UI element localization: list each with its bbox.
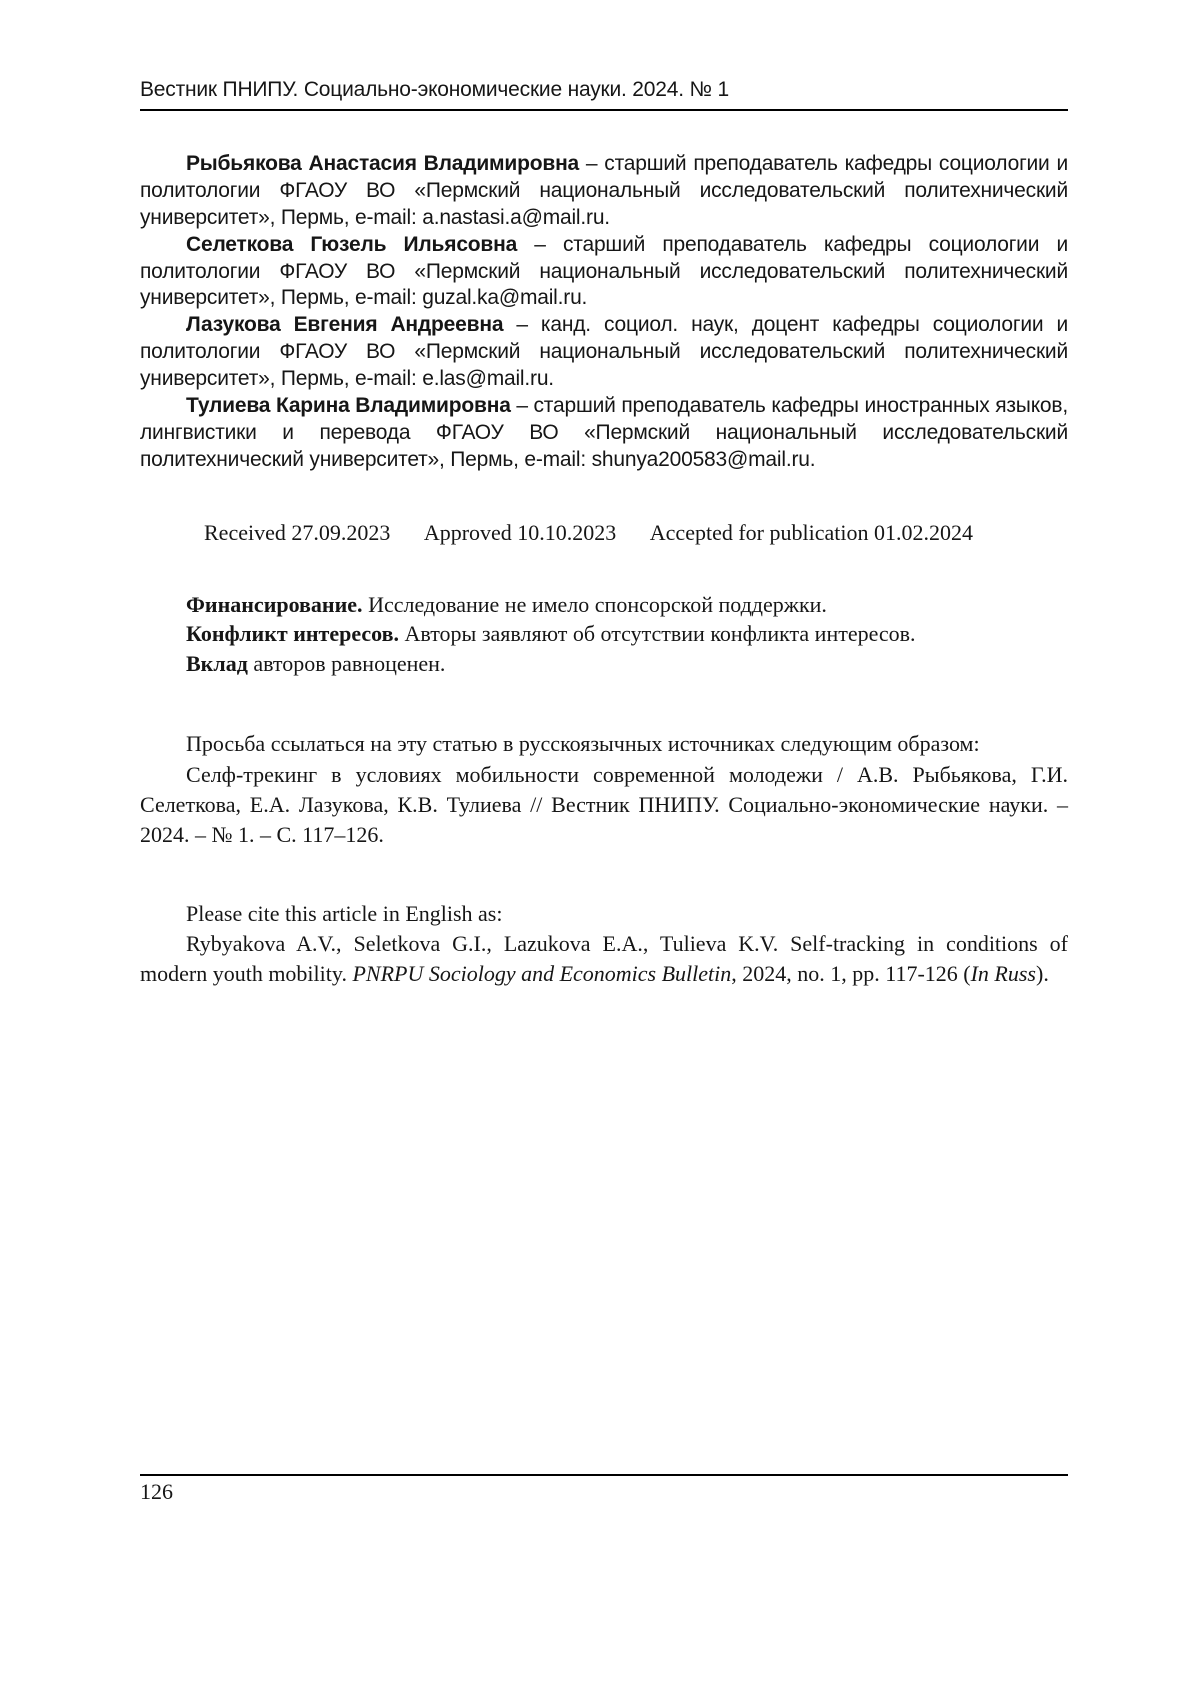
- author-affiliation: – старший преподаватель кафедры социологии и политологии ФГАОУ ВО «Пермский национальный исследовательский политехнический университет», Пермь, e-mail: a.nastasi.a@mail.ru.: [140, 152, 1069, 229]
- statement-text: Авторы заявляют об отсутствии конфликта интересов.: [399, 621, 916, 647]
- statements-block: [140, 590, 1068, 680]
- statement-text: авторов равноценен.: [247, 651, 446, 677]
- authors-block: [140, 151, 1068, 474]
- author-paragraph: [140, 393, 1068, 474]
- dates-row: [140, 520, 1068, 546]
- approved-date: Approved 10.10.2023: [423, 519, 617, 545]
- statement-conflict: [140, 619, 1068, 649]
- page-content: [140, 78, 1068, 990]
- statement-label: Конфликт интересов.: [186, 621, 399, 647]
- citation-english-part2: , 2024, no. 1, pp. 117-126 (: [731, 961, 971, 987]
- citation-english-journal-title: PNRPU Sociology and Economics Bulletin: [352, 961, 732, 987]
- accepted-date: Accepted for publication 01.02.2024: [649, 519, 973, 545]
- citation-russian-text: Селф-трекинг в условиях мобильности современной молодежи / А.В. Рыбьякова, Г.И. Селеткова, Е.А. Лазукова, К.В. Тулиева // Вестник ПНИПУ. Социально-экономические науки. – 2024. – № 1. – С. 117–126.: [140, 761, 1068, 848]
- author-name: Селеткова Гюзель Ильясовна: [186, 232, 518, 256]
- author-paragraph: [140, 151, 1068, 232]
- citation-english-intro: Please cite this article in English as:: [186, 900, 503, 926]
- citation-english-part1: Rybyakova A.V., Seletkova G.I., Lazukova E.A., Tulieva K.V. Self-tracking in conditions of modern youth mobility.: [140, 931, 1068, 987]
- author-name: Лазукова Евгения Андреевна: [186, 313, 504, 337]
- author-name: Рыбьякова Анастасия Владимировна: [186, 152, 580, 175]
- page-footer: [140, 1474, 1068, 1505]
- page-number: 126: [140, 1479, 173, 1504]
- author-paragraph: [140, 312, 1068, 393]
- statement-label: Вклад: [186, 651, 248, 677]
- author-paragraph: [140, 232, 1068, 313]
- statement-contribution: [140, 649, 1068, 679]
- statement-text: Исследование не имело спонсорской поддержки.: [362, 591, 827, 617]
- citation-russian-intro: Просьба ссылаться на эту статью в русскоязычных источниках следующим образом:: [186, 731, 980, 757]
- citation-english-text: [140, 929, 1068, 990]
- citation-russian-block: [140, 729, 1068, 850]
- citation-english-part3: ).: [1036, 961, 1049, 987]
- received-date: Received 27.09.2023: [204, 519, 391, 545]
- author-name: Тулиева Карина Владимировна: [186, 393, 511, 417]
- running-head: Вестник ПНИПУ. Социально-экономические науки. 2024. № 1: [140, 78, 1068, 111]
- author-affiliation: – старший преподаватель кафедры иностранных языков, лингвистики и перевода ФГАОУ ВО «Пермский национальный исследовательский политехнический университет», Пермь, e-mail: shunya200583@mail.ru.: [140, 393, 1068, 471]
- author-affiliation: – старший преподаватель кафедры социологии и политологии ФГАОУ ВО «Пермский национальный исследовательский политехнический университет», Пермь, e-mail: guzal.ka@mail.ru.: [140, 232, 1068, 310]
- author-affiliation: – канд. социол. наук, доцент кафедры социологии и политологии ФГАОУ ВО «Пермский национальный исследовательский политехнический университет», Пермь, e-mail: e.las@mail.ru.: [140, 313, 1068, 390]
- statement-funding: [140, 590, 1068, 620]
- statement-label: Финансирование.: [186, 591, 363, 617]
- citation-english-in-russ: In Russ: [970, 961, 1036, 987]
- citation-english-block: [140, 899, 1068, 990]
